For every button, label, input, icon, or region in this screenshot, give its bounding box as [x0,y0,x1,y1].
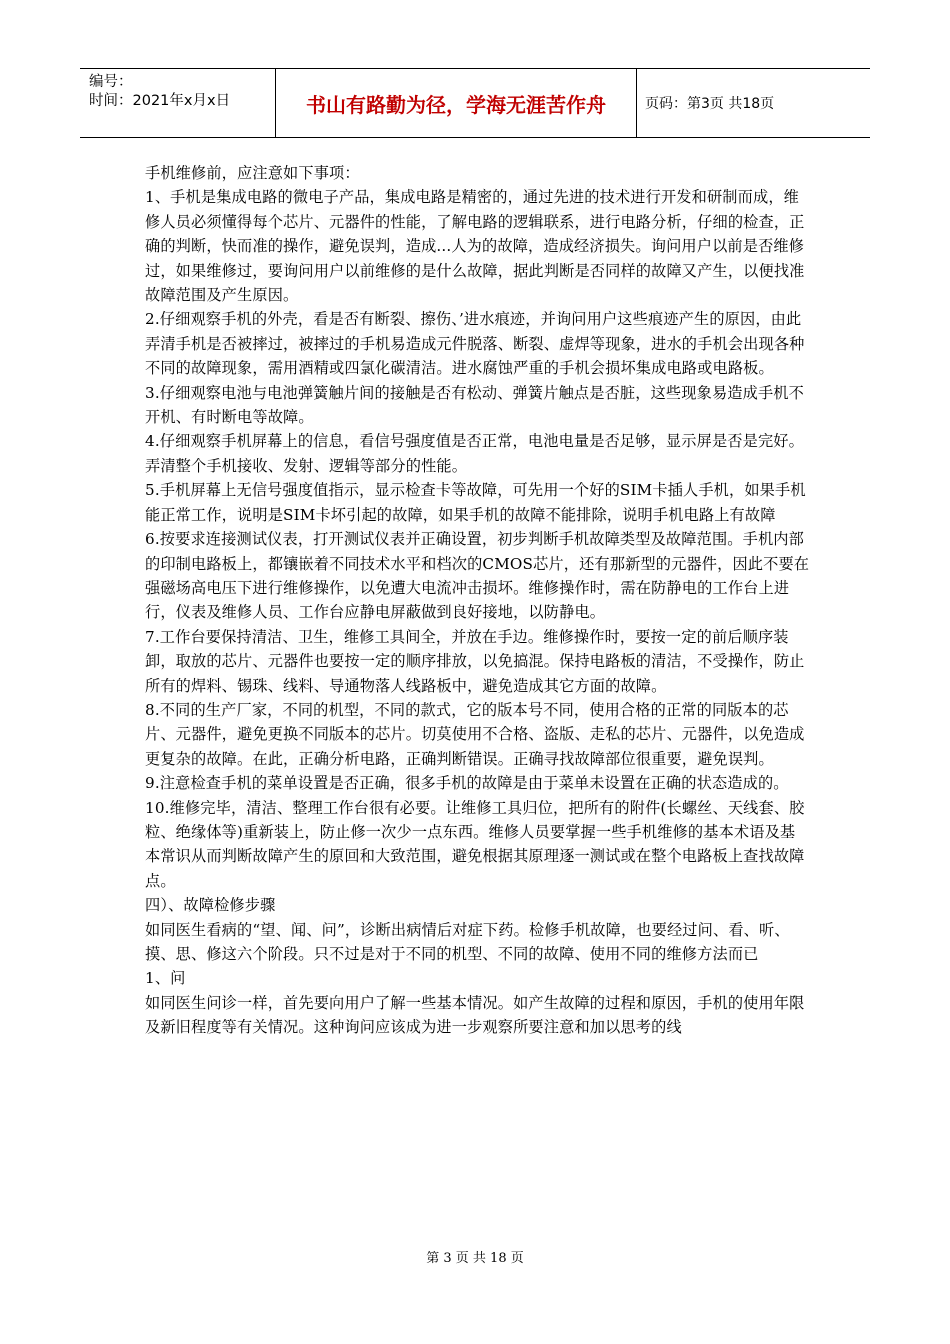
header-page-info: 页码：第3页 共18页 [645,96,775,112]
paragraph: 如同医生看病的“望、闻、问”，诊断出病情后对症下药。检修手机故障，也要经过问、看、听、摸、思、修这六个阶段。只不过是对于不同的机型、不同的故障、使用不同的维修方法而已 [145,920,790,963]
paragraph: 10.维修完毕，清洁、整理工作台很有必要。让维修工具归位，把所有的附件(长螺丝、天线套、胶粒、绝缘体等)重新装上，防止修一次少一点东西。维修人员要掌握一些手机维修的基本术语及基本常识从而判断故障产生的原回和大致范围，避免根据其原理逐一测试或在整个电路板上查找故障点。 [145,798,805,890]
document-number-label: 编号： [89,74,133,90]
paragraph: 4.仔细观察手机屏幕上的信息，看信号强度值是否正常，电池电量是否足够，显示屏是否是完好。弄清整个手机接收、发射、逻辑等部分的性能。 [145,432,804,475]
paragraph: 6.按要求连接测试仪表，打开测试仪表并正确设置，初步判断手机故障类型及故障范围。手机内部的印制电路板上，都镶嵌着不同技术水平和档次的CMOS芯片，还有那新型的元器件，因此不要在强磁场高电压下进行维修操作，以免遭大电流冲击损坏。维修操作时，需在防静电的工作台上进行，仪表及维修人员、工作台应静电屏蔽做到良好接地，以防静电。 [145,530,810,622]
paragraph: 2.仔细观察手机的外壳，看是否有断裂、擦伤、’进水痕迹，并询问用户这些痕迹产生的原因，由此弄清手机是否被摔过，被摔过的手机易造成元件脱落、断裂、虚焊等现象，进水的手机会出现各种不同的故障现象，需用酒精或四氯化碳清洁。进水腐蚀严重的手机会损坏集成电路或电路板。 [145,310,805,378]
paragraph: 3.仔细观察电池与电池弹簧触片间的接触是否有松动、弹簧片触点是否脏，这些现象易造成手机不开机、有时断电等故障。 [145,383,804,427]
paragraph: 如同医生问诊一样，首先要向用户了解一些基本情况。如产生故障的过程和原因，手机的使用年限及新旧程度等有关情况。这种询问应该成为进一步观察所要注意和加以思考的线 [145,993,805,1037]
page-header [80,68,870,138]
paragraph: 8.不同的生产厂家，不同的机型，不同的款式，它的版本号不同，使用合格的正常的同版本的芯片、元器件，避免更换不同版本的芯片。切莫使用不合格、盗版、走私的芯片、元器件，以免造成更复杂的故障。在此，正确分析电路，正确判断错误。正确寻找故障部位很重要，避免误判。 [145,700,805,768]
header-motto: 书山有路勤为径，学海无涯苦作舟 [275,69,637,137]
document-body [145,161,810,1040]
section-heading: 四）、故障检修步骤 [145,896,276,915]
paragraph: 1、手机是集成电路的微电子产品，集成电路是精密的，通过先进的技术进行开发和研制而成，维修人员必须懂得每个芯片、元器件的性能，了解电路的逻辑联系，进行电路分析，仔细的检查，正确的判断，快而准的操作，避免误判，造成...人为的故障，造成经济损失。询问用户以前是否维修过，如果维修过，要询问用户以前维修的是什么故障，据此判断是否同样的故障又产生，以便找准故障范围及产生原因。 [145,188,805,305]
document-time-label: 时间：2021年x月x日 [89,93,231,109]
header-meta [80,69,275,137]
subsection-heading: 1、问 [145,969,186,988]
page-footer: 第 3 页 共 18 页 [426,1251,524,1266]
paragraph: 7.工作台要保持清洁、卫生，维修工具间全，并放在手边。维修操作时，要按一定的前后顺序装卸，取放的芯片、元器件也要按一定的顺序排放，以免搞混。保持电路板的清洁，不受操作，防止所有的焊料、锡珠、线料、导通物落人线路板中，避免造成其它方面的故障。 [145,627,805,695]
paragraph: 9.注意检查手机的菜单设置是否正确，很多手机的故障是由于菜单未设置在正确的状态造成的。 [145,774,789,793]
paragraph: 5.手机屏幕上无信号强度值指示，显示检查卡等故障，可先用一个好的SIM卡插人手机，如果手机能正常工作，说明是SIM卡坏引起的故障，如果手机的故障不能排除，说明手机电路上有故障 [145,481,806,524]
paragraph: 手机维修前，应注意如下事项： [145,164,360,182]
